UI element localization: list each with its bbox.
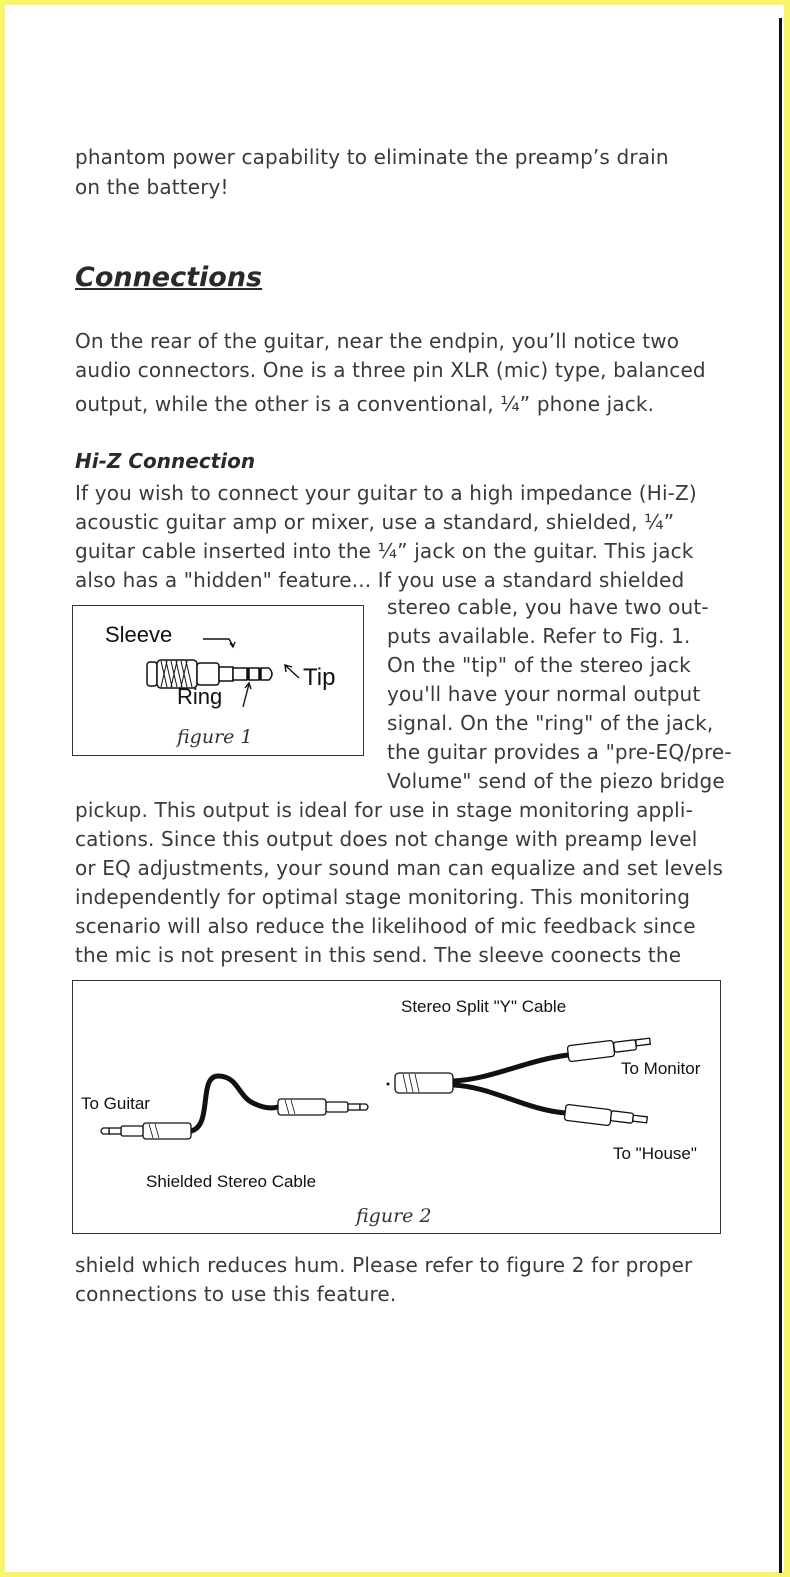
text-line: acoustic guitar amp or mixer, use a standard, shielded, ¼”: [75, 510, 675, 534]
text-line: Volume" send of the piezo bridge: [387, 769, 725, 793]
text-line: shield which reduces hum. Please refer to figure 2 for proper: [75, 1253, 693, 1277]
to-house-label: To "House": [613, 1144, 697, 1163]
text-line: guitar cable inserted into the ¼” jack on the guitar. This jack: [75, 539, 694, 563]
text-line: puts available. Refer to Fig. 1.: [387, 624, 691, 648]
text-line: pickup. This output is ideal for use in stage monitoring appli-: [75, 798, 693, 822]
figure-1: [72, 605, 364, 756]
text-line: you'll have your normal output: [387, 682, 701, 706]
text-line: phantom power capability to eliminate the preamp’s drain: [75, 145, 669, 169]
text-line: on the battery!: [75, 175, 229, 199]
figure-2-caption: figure 2: [356, 1205, 432, 1227]
shielded-cable-label: Shielded Stereo Cable: [146, 1172, 317, 1191]
section-title: Connections: [75, 262, 263, 293]
figure-1-caption: figure 1: [177, 726, 253, 748]
text-line: signal. On the "ring" of the jack,: [387, 711, 714, 735]
tip-label: Tip: [303, 664, 336, 691]
text-line: On the rear of the guitar, near the endpin, you’ll notice two: [75, 329, 680, 353]
text-line: also has a "hidden" feature... If you use a standard shielded: [75, 568, 685, 592]
to-monitor-label: To Monitor: [621, 1059, 701, 1078]
text-line: the mic is not present in this send. The sleeve coonects the: [75, 943, 682, 967]
to-guitar-label: To Guitar: [81, 1094, 150, 1113]
text-line: If you wish to connect your guitar to a high impedance (Hi-Z): [75, 481, 697, 505]
text-line: audio connectors. One is a three pin XLR (mic) type, balanced: [75, 358, 706, 382]
text-line: cations. Since this output does not change with preamp level: [75, 827, 698, 851]
y-cable-label: Stereo Split "Y" Cable: [401, 997, 567, 1016]
text-line: output, while the other is a conventional, ¼” phone jack.: [75, 392, 655, 416]
text-line: the guitar provides a "pre-EQ/pre-: [387, 740, 732, 764]
ring-label: Ring: [177, 684, 223, 709]
text-line: independently for optimal stage monitoring. This monitoring: [75, 885, 691, 909]
subsection-title: Hi-Z Connection: [75, 449, 256, 473]
text-line: scenario will also reduce the likelihood of mic feedback since: [75, 914, 696, 938]
text-line: On the "tip" of the stereo jack: [387, 653, 691, 677]
text-line: connections to use this feature.: [75, 1282, 397, 1306]
text-line: or EQ adjustments, your sound man can equalize and set levels: [75, 856, 724, 880]
text-line: stereo cable, you have two out-: [387, 595, 709, 619]
figure-2: [72, 980, 721, 1234]
scan-edge-line: [779, 18, 782, 1573]
sleeve-label: Sleeve: [105, 622, 173, 647]
y-cable-illustration: [73, 981, 722, 1235]
